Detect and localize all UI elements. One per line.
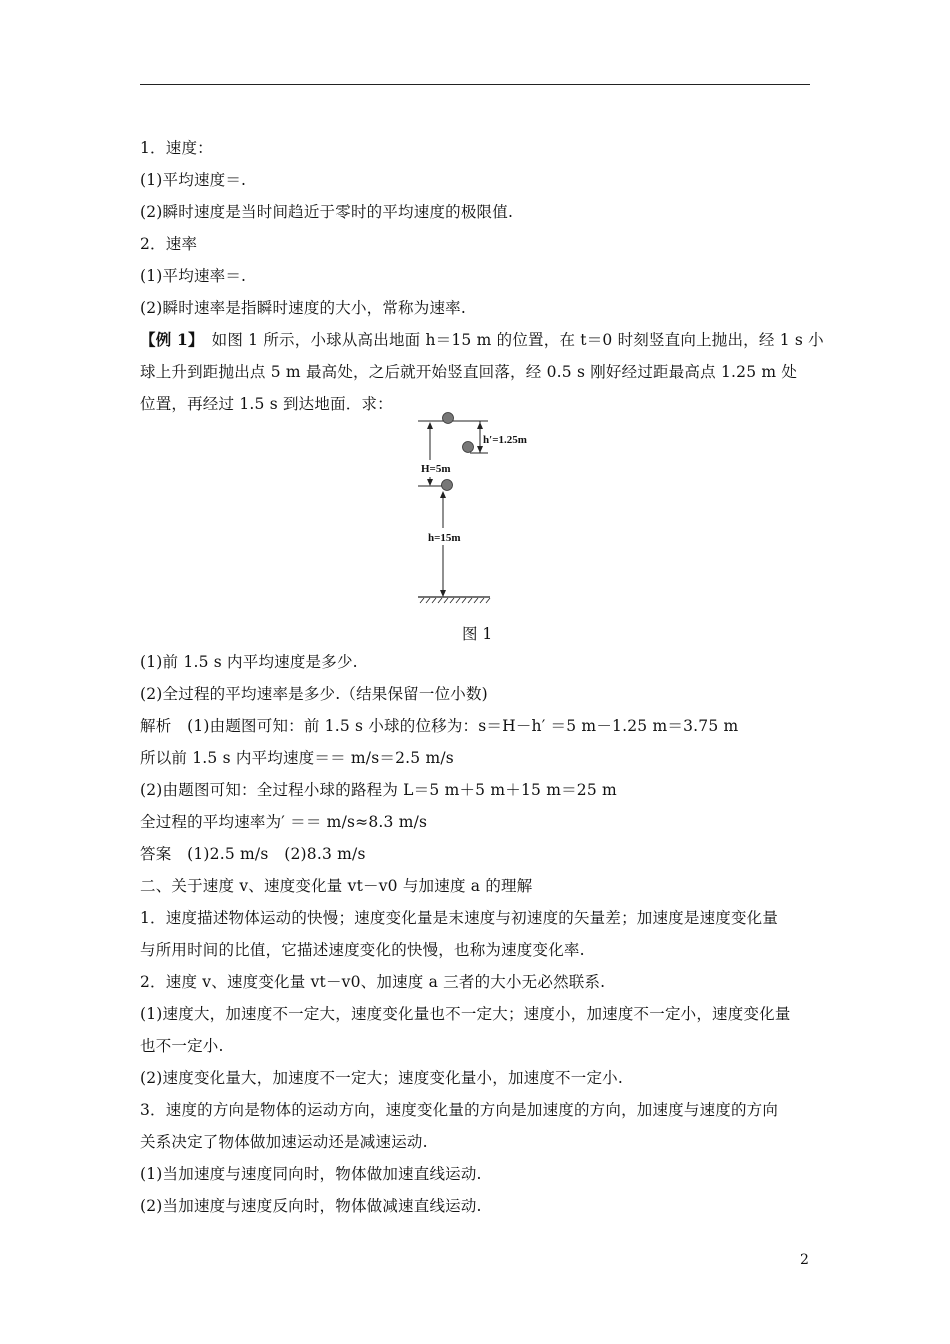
example-line xyxy=(140,330,824,350)
text-line: (2)全过程的平均速率是多少.（结果保留一位小数) xyxy=(140,685,488,703)
text-line: 全过程的平均速率为′ ＝＝ m/s≈8.3 m/s xyxy=(140,813,428,831)
header-rule xyxy=(140,84,810,85)
text-line: 解析 (1)由题图可知：前 1.5 s 小球的位移为：s＝H－h′ ＝5 m－1.25 m＝3.75 m xyxy=(140,717,739,735)
text-line: (1)平均速度＝. xyxy=(140,171,247,189)
text-line: (2)由题图可知：全过程小球的路程为 L＝5 m＋5 m＋15 m＝25 m xyxy=(140,781,617,799)
text-line: (2)速度变化量大，加速度不一定大；速度变化量小，加速度不一定小. xyxy=(140,1069,623,1087)
text-line: 2．速率 xyxy=(140,235,198,253)
text-line: (2)瞬时速率是指瞬时速度的大小，常称为速率. xyxy=(140,299,466,317)
text-line: (2)瞬时速度是当时间趋近于零时的平均速度的极限值. xyxy=(140,203,514,221)
example-label: 【例 1】 xyxy=(140,330,196,349)
text-line: 3．速度的方向是物体的运动方向，速度变化量的方向是加速度的方向，加速度与速度的方向 xyxy=(140,1101,779,1119)
text-line: (1)当加速度与速度同向时，物体做加速直线运动. xyxy=(140,1165,482,1183)
text-line: 二、关于速度 v、速度变化量 vt－v0 与加速度 a 的理解 xyxy=(140,877,533,895)
text-line: 答案 (1)2.5 m/s (2)8.3 m/s xyxy=(140,845,366,863)
text-line: (2)当加速度与速度反向时，物体做减速直线运动. xyxy=(140,1197,482,1215)
text-line: 1．速度： xyxy=(140,139,213,157)
text-line: (1)速度大，加速度不一定大，速度变化量也不一定大；速度小，加速度不一定小，速度变化量 xyxy=(140,1005,791,1023)
label-H: H=5m xyxy=(421,463,451,475)
page-number: 2 xyxy=(800,1252,809,1268)
text-line: 所以前 1.5 s 内平均速度＝＝ m/s＝2.5 m/s xyxy=(140,749,454,767)
text-line: 也不一定小. xyxy=(140,1037,224,1055)
ball-trajectory-figure xyxy=(400,405,560,610)
label-h: h=15m xyxy=(428,532,461,544)
text-line: 1．速度描述物体运动的快慢；速度变化量是末速度与初速度的矢量差；加速度是速度变化量 xyxy=(140,909,779,927)
figure-caption: 图 1 xyxy=(462,625,493,643)
example-text: 如图 1 所示，小球从高出地面 h＝15 m 的位置，在 t＝0 时刻竖直向上抛出，经 1 s 小 xyxy=(195,331,824,349)
text-line: 与所用时间的比值，它描述速度变化的快慢，也称为速度变化率. xyxy=(140,941,585,959)
text-line: (1)前 1.5 s 内平均速度是多少. xyxy=(140,653,358,671)
text-line: 球上升到距抛出点 5 m 最高处，之后就开始竖直回落，经 0.5 s 刚好经过距最高点 1.25 m 处 xyxy=(140,363,798,381)
text-line: 2．速度 v、速度变化量 vt－v0、加速度 a 三者的大小无必然联系. xyxy=(140,973,606,991)
text-line: (1)平均速率＝. xyxy=(140,267,247,285)
label-h-prime: h′=1.25m xyxy=(483,434,527,446)
text-line: 位置，再经过 1.5 s 到达地面．求： xyxy=(140,395,393,413)
text-line: 关系决定了物体做加速运动还是减速运动. xyxy=(140,1133,428,1151)
